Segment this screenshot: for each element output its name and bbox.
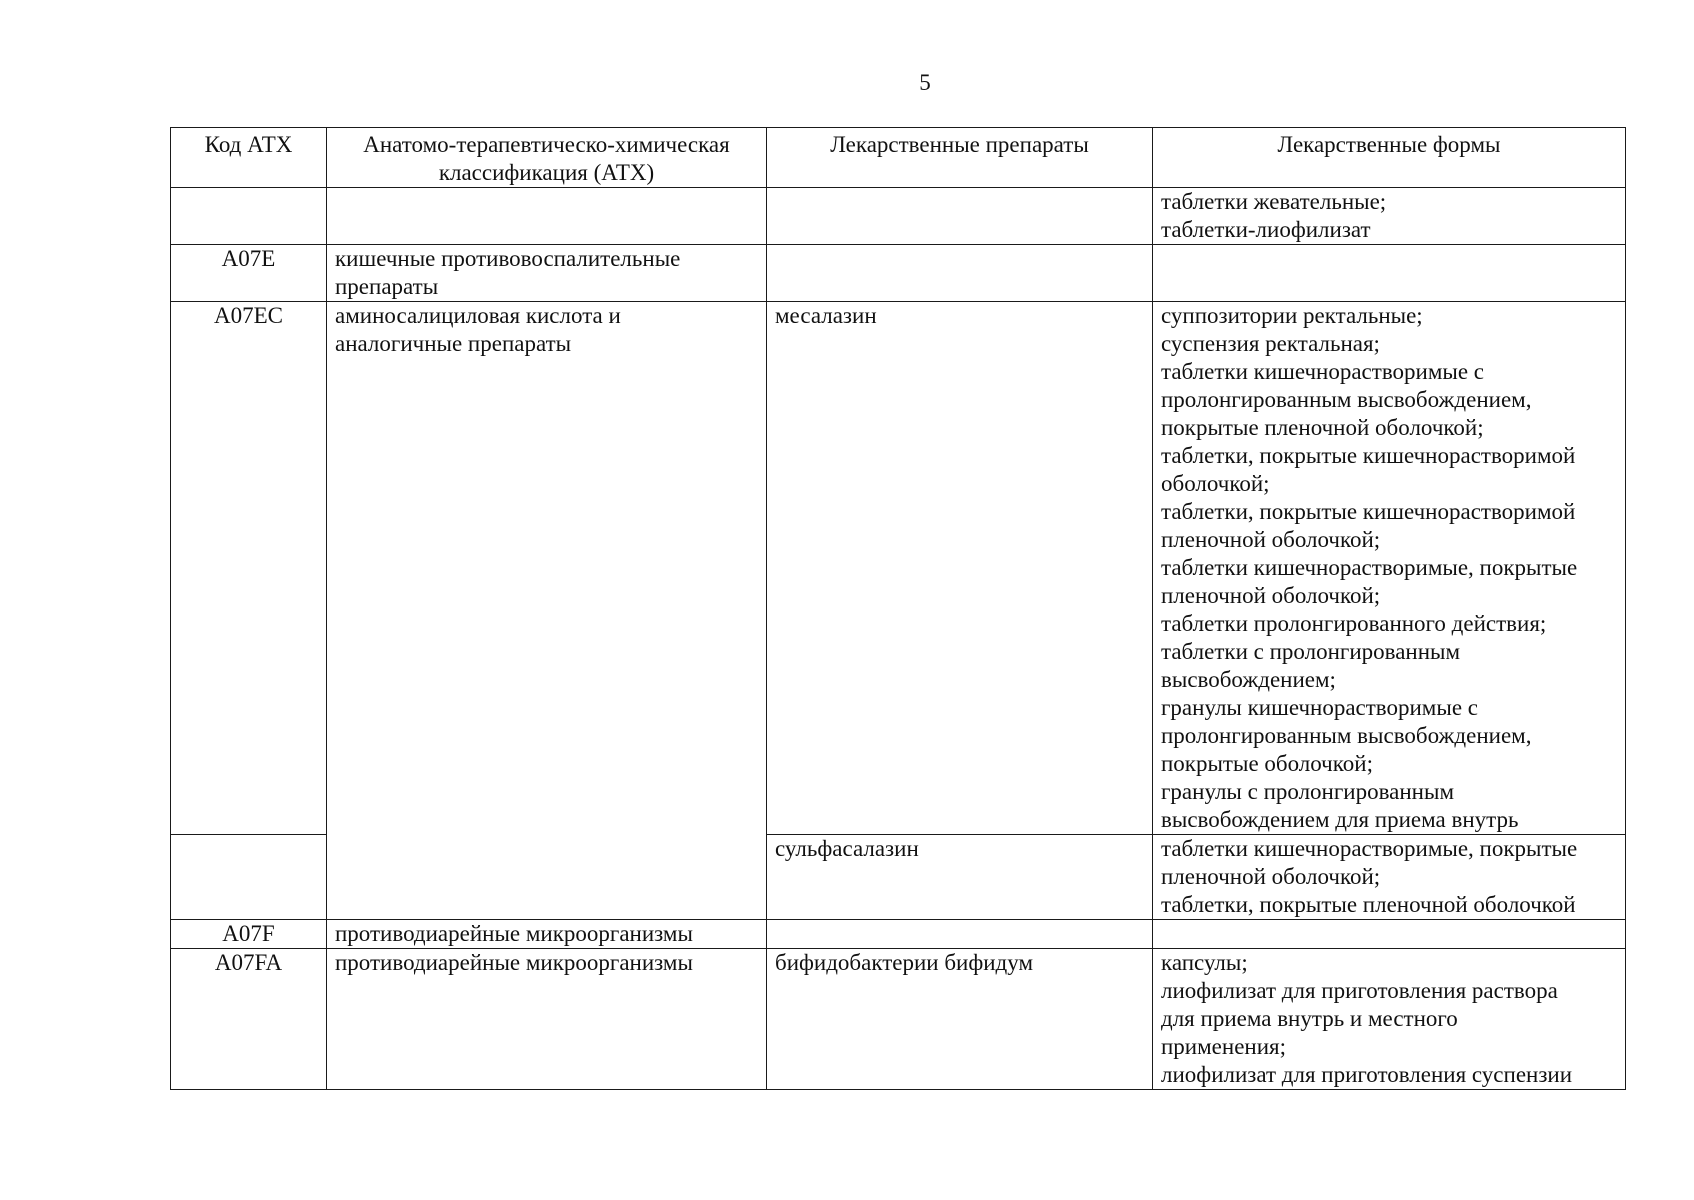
drug-cell: сульфасалазин bbox=[767, 835, 1153, 920]
form-line: пленочной оболочкой; bbox=[1161, 527, 1381, 552]
form-line: покрытые оболочкой; bbox=[1161, 751, 1373, 776]
forms-cell bbox=[1153, 188, 1626, 245]
drug-cell: бифидобактерии бифидум bbox=[767, 949, 1153, 1090]
classification-line: препараты bbox=[335, 274, 439, 299]
atc-code-cell: A07FA bbox=[171, 949, 327, 1090]
table-row bbox=[171, 188, 1626, 245]
form-line: капсулы; bbox=[1161, 950, 1248, 975]
forms-cell bbox=[1153, 920, 1626, 949]
form-line: применения; bbox=[1161, 1034, 1286, 1059]
classification-cell bbox=[327, 302, 767, 920]
drug-cell bbox=[767, 188, 1153, 245]
forms-cell bbox=[1153, 835, 1626, 920]
header-classification-line: Анатомо-терапевтическо-химическая bbox=[363, 132, 730, 157]
forms-cell bbox=[1153, 245, 1626, 302]
classification-cell bbox=[327, 920, 767, 949]
drug-cell bbox=[767, 920, 1153, 949]
atc-code-cell: A07EC bbox=[171, 302, 327, 835]
form-line: пролонгированным высвобождением, bbox=[1161, 723, 1532, 748]
form-line: пролонгированным высвобождением, bbox=[1161, 387, 1532, 412]
classification-cell bbox=[327, 245, 767, 302]
form-line: гранулы с пролонгированным bbox=[1161, 779, 1455, 804]
atc-drug-table bbox=[170, 127, 1626, 1090]
form-line: покрытые пленочной оболочкой; bbox=[1161, 415, 1484, 440]
atc-code-cell bbox=[171, 188, 327, 245]
table-row bbox=[171, 302, 1626, 835]
form-line: для приема внутрь и местного bbox=[1161, 1006, 1458, 1031]
header-classification bbox=[327, 128, 767, 188]
classification-line: кишечные противовоспалительные bbox=[335, 246, 681, 271]
classification-cell bbox=[327, 188, 767, 245]
form-line: таблетки, покрытые кишечнорастворимой bbox=[1161, 443, 1576, 468]
header-drugs: Лекарственные препараты bbox=[767, 128, 1153, 188]
classification-line: аналогичные препараты bbox=[335, 331, 572, 356]
classification-line: противодиарейные микроорганизмы bbox=[335, 921, 693, 946]
form-line: оболочкой; bbox=[1161, 471, 1270, 496]
atc-code-cell bbox=[171, 835, 327, 920]
form-line: суспензия ректальная; bbox=[1161, 331, 1380, 356]
form-line: таблетки, покрытые пленочной оболочкой bbox=[1161, 892, 1576, 917]
form-line: таблетки-лиофилизат bbox=[1161, 217, 1371, 242]
atc-code-cell: A07E bbox=[171, 245, 327, 302]
drug-cell bbox=[767, 245, 1153, 302]
header-classification-line: классификация (АТХ) bbox=[438, 160, 655, 185]
form-line: высвобождением для приема внутрь bbox=[1161, 807, 1519, 832]
table-row bbox=[171, 245, 1626, 302]
atc-code-cell: A07F bbox=[171, 920, 327, 949]
form-line: таблетки с пролонгированным bbox=[1161, 639, 1461, 664]
classification-line: аминосалициловая кислота и bbox=[335, 303, 621, 328]
header-forms: Лекарственные формы bbox=[1153, 128, 1626, 188]
form-line: высвобождением; bbox=[1161, 667, 1336, 692]
form-line: суппозитории ректальные; bbox=[1161, 303, 1423, 328]
form-line: таблетки кишечнорастворимые, покрытые bbox=[1161, 836, 1578, 861]
form-line: таблетки жевательные; bbox=[1161, 189, 1387, 214]
header-code: Код АТХ bbox=[171, 128, 327, 188]
form-line: лиофилизат для приготовления раствора bbox=[1161, 978, 1558, 1003]
form-line: пленочной оболочкой; bbox=[1161, 583, 1381, 608]
form-line: пленочной оболочкой; bbox=[1161, 864, 1381, 889]
form-line: гранулы кишечнорастворимые с bbox=[1161, 695, 1478, 720]
table-header-row bbox=[171, 128, 1626, 188]
form-line: таблетки кишечнорастворимые, покрытые bbox=[1161, 555, 1578, 580]
table-row bbox=[171, 949, 1626, 1090]
drug-cell: месалазин bbox=[767, 302, 1153, 835]
forms-cell bbox=[1153, 302, 1626, 835]
classification-line: противодиарейные микроорганизмы bbox=[335, 950, 693, 975]
table-row bbox=[171, 920, 1626, 949]
form-line: таблетки кишечнорастворимые с bbox=[1161, 359, 1484, 384]
forms-cell bbox=[1153, 949, 1626, 1090]
page-number: 5 bbox=[919, 70, 931, 95]
form-line: лиофилизат для приготовления суспензии bbox=[1161, 1062, 1573, 1087]
form-line: таблетки, покрытые кишечнорастворимой bbox=[1161, 499, 1576, 524]
classification-cell bbox=[327, 949, 767, 1090]
form-line: таблетки пролонгированного действия; bbox=[1161, 611, 1547, 636]
